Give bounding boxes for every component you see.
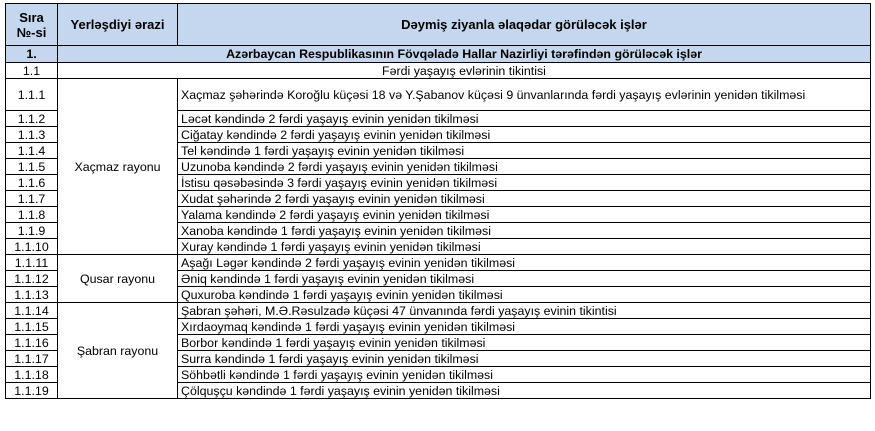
row-number: 1.1.11 xyxy=(6,255,58,271)
table-row xyxy=(6,303,871,319)
row-description: Surra kəndində 1 fərdi yaşayış evinin yenidən tikilməsi xyxy=(178,351,871,367)
row-description: Xudat şəhərində 2 fərdi yaşayış evinin yenidən tikilməsi xyxy=(178,191,871,207)
row-number: 1.1.7 xyxy=(6,191,58,207)
row-number: 1.1.6 xyxy=(6,175,58,191)
header-location: Yerləşdiyi ərazi xyxy=(58,4,178,46)
row-description: Ciğatay kəndində 2 fərdi yaşayış evinin yenidən tikilməsi xyxy=(178,127,871,143)
section-number: 1. xyxy=(6,46,58,63)
row-description: Borbor kəndində 1 fərdi yaşayış evinin yenidən tikilməsi xyxy=(178,335,871,351)
subsection-row xyxy=(6,63,871,79)
section-row xyxy=(6,46,871,63)
row-number: 1.1.2 xyxy=(6,111,58,127)
row-description: Tel kəndində 1 fərdi yaşayış evinin yenidən tikilməsi xyxy=(178,143,871,159)
row-number: 1.1.1 xyxy=(6,79,58,111)
section-title: Azərbaycan Respublikasının Fövqəladə Hallar Nazirliyi tərəfindən görüləcək işlər xyxy=(58,46,871,63)
row-number: 1.1.18 xyxy=(6,367,58,383)
row-number: 1.1.9 xyxy=(6,223,58,239)
header-number: Sıra №-si xyxy=(6,4,58,46)
row-description: Yalama kəndində 2 fərdi yaşayış evinin yenidən tikilməsi xyxy=(178,207,871,223)
row-number: 1.1.16 xyxy=(6,335,58,351)
row-description: Xırdaoymaq kəndində 1 fərdi yaşayış evinin yenidən tikilməsi xyxy=(178,319,871,335)
row-description: Şabran şəhəri, M.Ə.Rəsulzadə küçəsi 47 ünvanında fərdi yaşayış evinin tikintisi xyxy=(178,303,871,319)
table-row xyxy=(6,255,871,271)
row-number: 1.1.8 xyxy=(6,207,58,223)
header-works: Dəymiş ziyanla əlaqədar görüləcək işlər xyxy=(178,4,871,46)
row-description: Xuray kəndində 1 fərdi yaşayış evinin yenidən tikilməsi xyxy=(178,239,871,255)
subsection-number: 1.1 xyxy=(6,63,58,79)
works-table xyxy=(5,3,871,399)
row-description: Uzunoba kəndində 2 fərdi yaşayış evinin yenidən tikilməsi xyxy=(178,159,871,175)
row-number: 1.1.12 xyxy=(6,271,58,287)
subsection-title: Fərdi yaşayış evlərinin tikintisi xyxy=(58,63,871,79)
row-number: 1.1.17 xyxy=(6,351,58,367)
row-number: 1.1.15 xyxy=(6,319,58,335)
row-number: 1.1.14 xyxy=(6,303,58,319)
row-description: Quxuroba kəndində 1 fərdi yaşayış evinin yenidən tikilməsi xyxy=(178,287,871,303)
region-qusar: Qusar rayonu xyxy=(58,255,178,303)
row-description: Əniq kəndində 1 fərdi yaşayış evinin yenidən tikilməsi xyxy=(178,271,871,287)
region-sabran: Şabran rayonu xyxy=(58,303,178,399)
row-description: Söhbətli kəndində 1 fərdi yaşayış evinin yenidən tikilməsi xyxy=(178,367,871,383)
row-number: 1.1.4 xyxy=(6,143,58,159)
row-number: 1.1.10 xyxy=(6,239,58,255)
row-number: 1.1.13 xyxy=(6,287,58,303)
row-description: Aşağı Ləgər kəndində 2 fərdi yaşayış evinin yenidən tikilməsi xyxy=(178,255,871,271)
table-header-row xyxy=(6,4,871,46)
region-xacmaz: Xaçmaz rayonu xyxy=(58,79,178,255)
row-description: Çölquşçu kəndində 1 fərdi yaşayış evinin yenidən tikilməsi xyxy=(178,383,871,399)
row-number: 1.1.19 xyxy=(6,383,58,399)
row-number: 1.1.5 xyxy=(6,159,58,175)
row-number: 1.1.3 xyxy=(6,127,58,143)
row-description: Xaçmaz şəhərində Koroğlu küçəsi 18 və Y.Şabanov küçəsi 9 ünvanlarında fərdi yaşayış evlərinin yenidən tikilməsi xyxy=(178,79,871,111)
row-description: Ləcət kəndində 2 fərdi yaşayış evinin yenidən tikilməsi xyxy=(178,111,871,127)
row-description: Xanoba kəndində 1 fərdi yaşayış evinin yenidən tikilməsi xyxy=(178,223,871,239)
row-description: İstisu qəsəbəsində 3 fərdi yaşayış evinin yenidən tikilməsi xyxy=(178,175,871,191)
table-row xyxy=(6,79,871,111)
